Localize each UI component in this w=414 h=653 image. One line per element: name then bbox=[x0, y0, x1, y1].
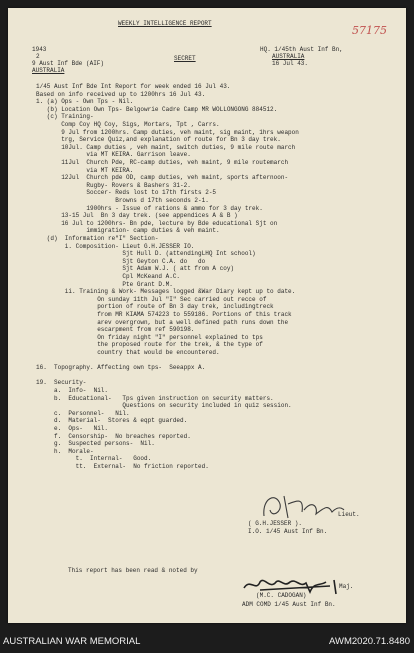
report-line: from MR KIAMA 574223 to 559186. Portions of this track bbox=[36, 311, 292, 318]
report-line: ii. Training & Work- Messages logged &War Diary kept up to date. bbox=[36, 288, 296, 296]
report-line: Questions on security included in quiz session. bbox=[36, 402, 292, 410]
report-line: Based on info received up to 1200hrs 16 Jul 43. bbox=[36, 90, 206, 98]
handwritten-reference: 57175 bbox=[352, 24, 387, 37]
secret-label: SECRET bbox=[174, 55, 196, 62]
report-line: via MT KEIRA. Garrison leave. bbox=[36, 151, 191, 159]
footer-accession-number: AWM2020.71.8480 bbox=[329, 636, 410, 647]
top-left-line: 2 bbox=[36, 53, 40, 60]
top-right-line: 16 Jul 43. bbox=[272, 60, 309, 67]
report-line: t. Internal- Good. bbox=[36, 455, 152, 463]
top-left-line: 1943 bbox=[32, 46, 47, 53]
adm-title: ADM COMD 1/45 Aust Inf Bn. bbox=[242, 601, 336, 608]
report-line: via MT KEIRA. bbox=[36, 166, 134, 174]
footer-institution: AUSTRALIAN WAR MEMORIAL bbox=[3, 636, 141, 647]
report-line: a. Info- Nil. bbox=[36, 387, 109, 394]
report-line: portion of route of Bn 3 day trek, includingtreck bbox=[36, 303, 274, 311]
report-line: 9 Jul from 1200hrs. Camp duties, veh maint, sig maint, 1hrs weapon bbox=[36, 128, 299, 136]
report-line: On friday night "I" personnel explained to tps bbox=[36, 333, 263, 341]
report-line: 11Jul Church Pde, RC-camp duties, veh maint, 9 mile routemarch bbox=[36, 159, 289, 166]
report-line: b. Educational- Tps given instruction on security matters. bbox=[36, 394, 274, 402]
report-line: immigration- camp duties & veh maint. bbox=[36, 227, 220, 235]
top-right-line: AUSTRALIA bbox=[272, 53, 305, 60]
report-line: 10Jul. Camp duties , veh maint, switch duties, 9 mile route march bbox=[36, 143, 296, 151]
report-line: 19. Security- bbox=[36, 379, 87, 387]
report-line: Comp Coy HQ Coy, Sigs, Mortars, Tpt , Carrs. bbox=[36, 121, 220, 128]
report-line: 12Jul Church pde OD, camp duties, veh maint, sports afternoon- bbox=[36, 174, 289, 182]
report-line: g. Suspected persons- Nil. bbox=[36, 440, 155, 448]
signature-jesser bbox=[258, 490, 348, 524]
top-left-line: 9 Aust Inf Bde (AIF) bbox=[32, 60, 105, 67]
report-line: i. Composition- Lieut G.H.JESSER IO. bbox=[36, 242, 195, 250]
report-line: 1/45 Aust Inf Bde Int Report for week ended 16 Jul 43. bbox=[36, 83, 231, 90]
adm-name: (M.C. CADOGAN) bbox=[256, 592, 307, 599]
report-line: escarpment from ref 590198. bbox=[36, 326, 195, 334]
adm-rank: Maj. bbox=[339, 583, 354, 590]
report-line: country that would be encountered. bbox=[36, 349, 220, 356]
report-line: 16. Topography. Affecting own tps- Seeappx A. bbox=[36, 364, 206, 372]
sign-title: I.O. 1/45 Aust Inf Bn. bbox=[248, 528, 328, 535]
report-line: (d) Information re"I" Section- bbox=[36, 235, 159, 242]
report-line: Sjt Hull D. (attendingLHQ Int school) bbox=[36, 250, 256, 258]
report-line: arev overgrown, but a well defined path runs down the bbox=[36, 318, 289, 326]
report-line: Sjt Adam W.J. ( att from A coy) bbox=[36, 265, 235, 273]
report-line: Sjt Geyton C.A. do do bbox=[36, 257, 206, 265]
report-line: tt. External- No friction reported. bbox=[36, 463, 209, 470]
report-line: 1. (a) Ops - Own Tps - Nil. bbox=[36, 98, 134, 106]
report-line: Rugby- Rovers & Bashers 31-2. bbox=[36, 181, 191, 189]
report-line: d. Material- Stores & eqpt guarded. bbox=[36, 417, 188, 425]
report-line: e. Ops- Nil. bbox=[36, 425, 109, 432]
top-right-line: HQ. 1/45th Aust Inf Bn, bbox=[260, 46, 343, 53]
report-line: trg, Service Quiz,and explanation of route for Bn 3 day trek. bbox=[36, 136, 281, 144]
report-line: h. Morale- bbox=[36, 447, 94, 455]
report-line: (b) Location Own Tps- Belgowrie Cadre Camp MR WOLLONGONG 884512. bbox=[36, 105, 278, 113]
report-line: (c) Training- bbox=[36, 113, 94, 121]
report-line: Browns d 17th seconds 2-1. bbox=[36, 197, 209, 204]
sign-rank: Lieut. bbox=[338, 511, 360, 518]
report-line: 16 Jul to 1200hrs- Bn pde, lecture by Bde educational Sjt on bbox=[36, 219, 278, 227]
report-line: 13-15 Jul Bn 3 day trek. (see appendices A & B ) bbox=[36, 212, 238, 220]
sign-name: ( G.H.JESSER ). bbox=[248, 520, 303, 527]
header-title: WEEKLY INTELLIGENCE REPORT bbox=[118, 20, 212, 27]
footer-bar bbox=[0, 630, 414, 653]
report-line: Cpl McKeand A.C. bbox=[36, 273, 181, 280]
report-line: Soccer- Reds lost to 17th firsts 2-5 bbox=[36, 189, 217, 197]
report-line: On sunday 11th Jul "I" Sec carried out recce of bbox=[36, 295, 267, 303]
document-page bbox=[8, 8, 406, 623]
report-line: 1900hrs - Issue of rations & ammo for 3 day trek. bbox=[36, 204, 263, 212]
top-left-line: AUSTRALIA bbox=[32, 67, 65, 74]
report-line: the proposed route for the trek, & the type of bbox=[36, 341, 263, 349]
report-line: f. Censorship- No breaches reported. bbox=[36, 432, 191, 440]
report-line: c. Personnel- Nil. bbox=[36, 409, 130, 417]
read-note: This report has been read & noted by bbox=[68, 567, 198, 574]
report-line: Pte Grant D.M. bbox=[36, 280, 173, 288]
